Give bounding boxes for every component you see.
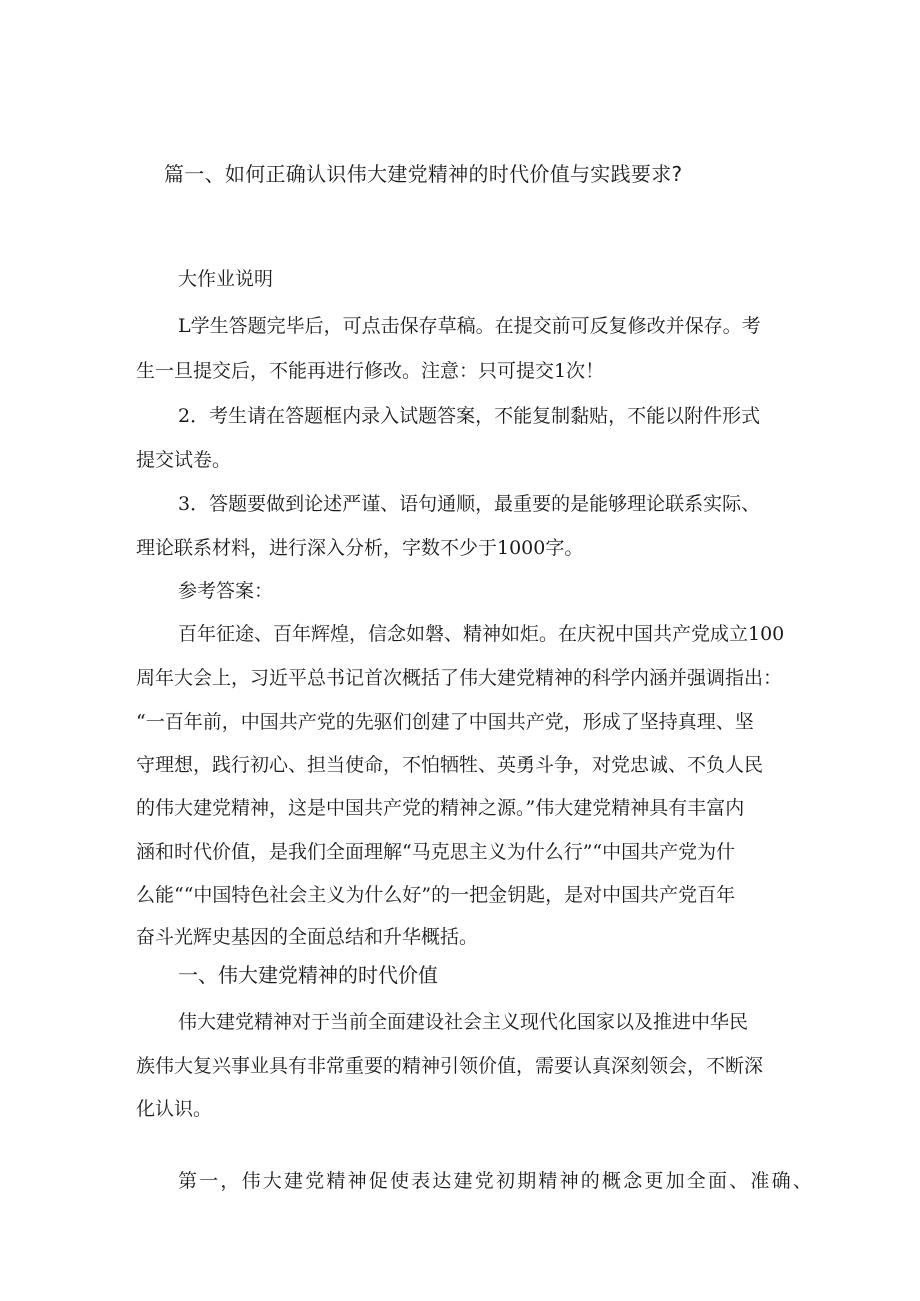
instruction-2-line-2: 提交试卷。 (136, 449, 232, 471)
intro-heading: 大作业说明 (178, 268, 274, 290)
paragraph-1-line: 涵和时代价值，是我们全面理解“马克思主义为什么行”“中国共产党为什 (136, 841, 736, 863)
document-title: 篇一、如何正确认识伟大建党精神的时代价值与实践要求? (164, 162, 683, 186)
paragraph-1-line: 的伟大建党精神，这是中国共产党的精神之源。”伟大建党精神具有丰富内 (136, 797, 745, 819)
instruction-1-line-1: L学生答题完毕后，可点击保存草稿。在提交前可反复修改并保存。考 (178, 315, 761, 337)
instruction-2-line-1: 2．考生请在答题框内录入试题答案，不能复制黏贴，不能以附件形式 (178, 405, 761, 427)
paragraph-1-line: “一百年前，中国共产党的先驱们创建了中国共产党，形成了坚持真理、坚 (136, 711, 754, 733)
paragraph-1-line: 么能““中国特色社会主义为什么好”的一把金钥匙，是对中国共产党百年 (136, 884, 736, 906)
instruction-3-line-2: 理论联系材料，进行深入分析，字数不少于1000字。 (136, 537, 584, 559)
answer-label: 参考答案： (178, 580, 274, 602)
paragraph-1-line: 百年征途、百年辉煌，信念如磐、精神如炬。在庆祝中国共产党成立100 (178, 623, 785, 645)
paragraph-1-line: 守理想，践行初心、担当使命，不怕牺牲、英勇斗争，对党忠诚、不负人民 (136, 754, 764, 776)
paragraph-2-line: 族伟大复兴事业具有非常重要的精神引领价值，需要认真深刻领会，不断深 (136, 1055, 764, 1077)
instruction-3-line-1: 3．答题要做到论述严谨、语句通顺，最重要的是能够理论联系实际、 (178, 493, 761, 515)
section-1-heading: 一、伟大建党精神的时代价值 (178, 963, 438, 987)
instruction-1-line-2: 生一旦提交后，不能再进行修改。注意：只可提交1次！ (136, 360, 605, 382)
paragraph-2-line: 伟大建党精神对于当前全面建设社会主义现代化国家以及推进中华民 (178, 1011, 749, 1033)
paragraph-1-line: 奋斗光辉史基因的全面总结和升华概括。 (136, 926, 479, 948)
paragraph-3-line: 第一，伟大建党精神促使表达建党初期精神的概念更加全面、准确、 (178, 1170, 815, 1192)
paragraph-1-line: 周年大会上，习近平总书记首次概括了伟大建党精神的科学内涵并强调指出： (136, 667, 783, 689)
paragraph-2-line: 化认识。 (136, 1098, 213, 1120)
